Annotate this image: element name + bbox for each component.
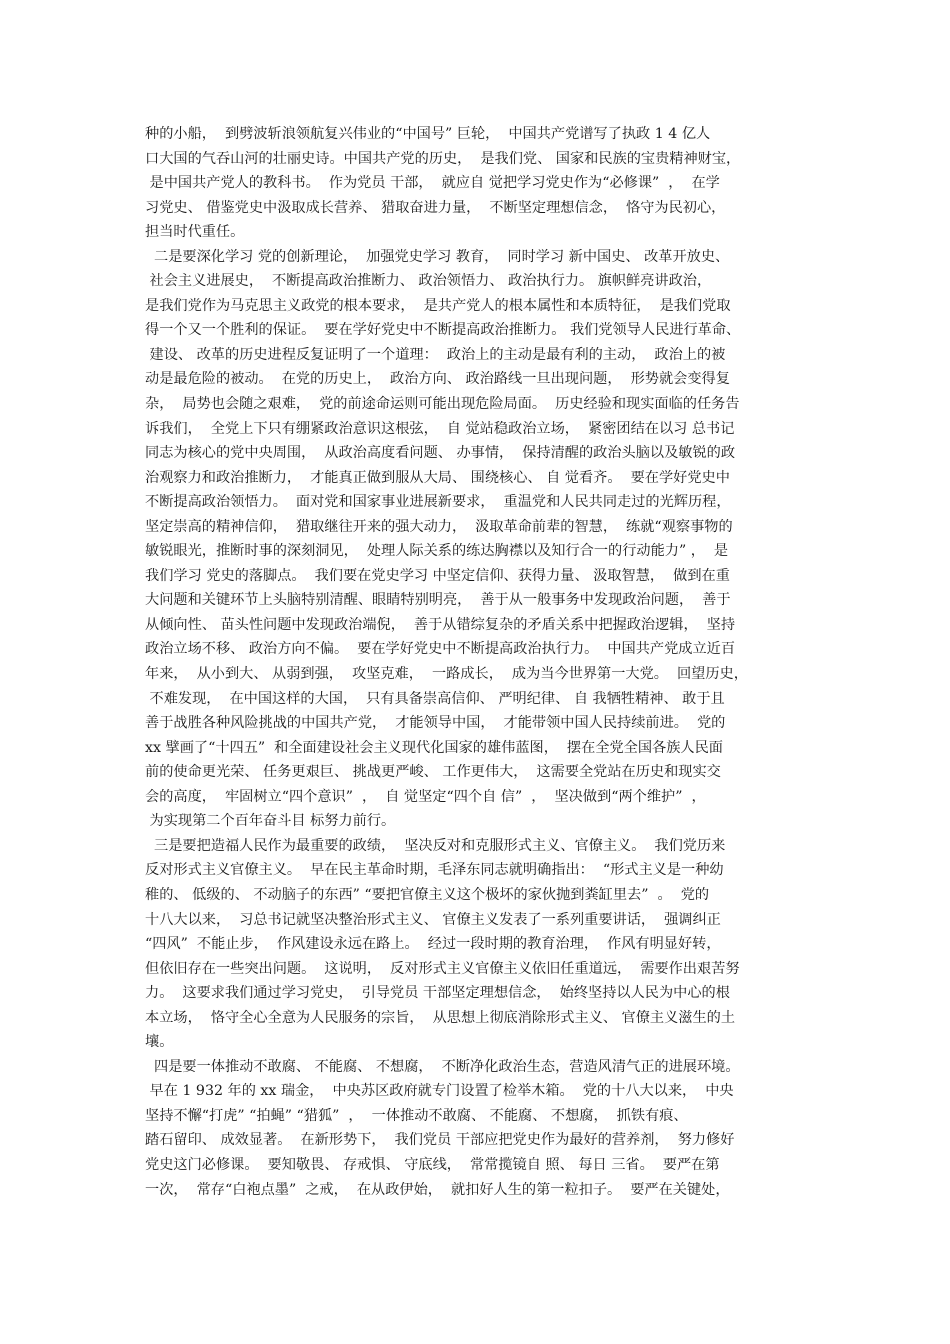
- text-line: 口大国的气吞山河的壮丽史诗。中国共产党的历史， 是我们党、 国家和民族的宝贵精神财宝，: [145, 150, 741, 167]
- text-line: 杂， 局势也会随之艰难， 党的前途命运则可能出现危险局面。 历史经验和现实面临的任务告: [145, 396, 740, 413]
- text-line: 年来， 从小到大、 从弱到强， 攻坚克难， 一路成长， 成为当今世界第一大党。 回望历史，: [145, 666, 748, 683]
- text-line: 前的使命更光荣、 任务更艰巨、 挑战更严峻、 工作更伟大， 这需要全党站在历史和现实交: [145, 764, 721, 781]
- text-line: 为实现第二个百年奋斗目 标努力前行。: [145, 813, 396, 830]
- text-line: 种的小船， 到劈波斩浪领航复兴伟业的“中国号” 巨轮， 中国共产党谱写了执政 1 4 亿人: [145, 126, 711, 142]
- text-line: 坚定崇高的精神信仰， 猎取继往开来的强大动力， 汲取革命前辈的智慧， 练就“观察事物的: [145, 518, 733, 535]
- text-line: 会的高度， 牢固树立“四个意识” ， 自 觉坚定“四个自 信” ， 坚决做到“两个维护” ，: [145, 788, 706, 805]
- text-line: 坚持不懈“打虎” “拍蝇” “猎狐” ， 一体推动不敢腐、 不能腐、 不想腐， 抓铁有痕、: [145, 1107, 688, 1124]
- text-line: 反对形式主义官僚主义。 早在民主革命时期，毛泽东同志就明确指出： “形式主义是一种幼: [145, 862, 724, 879]
- text-line: 不断提高政治领悟力。 面对党和国家事业进展新要求， 重温党和人民共同走过的光辉历程，: [145, 494, 731, 511]
- text-line: 担当时代重任。: [145, 224, 245, 241]
- text-line: 从倾向性、 苗头性问题中发现政治端倪， 善于从错综复杂的矛盾关系中把握政治逻辑， 坚持: [145, 616, 736, 633]
- text-line: 但依旧存在一些突出问题。 这说明， 反对形式主义官僚主义依旧任重道远， 需要作出艰苦努: [145, 960, 740, 977]
- text-line: 敏锐眼光，推断时事的深刻洞见， 处理人际关系的练达胸襟以及知行合一的行动能力” ， 是: [145, 543, 729, 560]
- paragraph-start-line: 三是要把造福人民作为最重要的政绩， 坚决反对和克服形式主义、官僚主义。 我们党历来: [145, 837, 726, 854]
- text-line: 党史这门必修课。 要知敬畏、 存戒惧、 守底线， 常常揽镜自 照、 每日 三省。 要严在第: [145, 1156, 720, 1173]
- text-line: 治观察力和政治推断力， 才能真正做到服从大局、 围绕核心、 自 觉看齐。 要在学好党史中: [145, 469, 730, 486]
- text-line: 是中国共产党人的教科书。 作为党员 干部， 就应自 觉把学习党史作为“必修课” ， 在学: [145, 175, 720, 192]
- text-line: xx 擘画了“十四五” 和全面建设社会主义现代化国家的雄伟蓝图， 摆在全党全国各族人民面: [145, 739, 723, 756]
- paragraph-start-line: 四是要一体推动不敢腐、 不能腐、 不想腐， 不断净化政治生态，营造风清气正的进展环境。: [145, 1058, 740, 1075]
- text-line: “四风” 不能止步， 作风建设永远在路上。 经过一段时期的教育治理， 作风有明显好转，: [145, 936, 721, 953]
- text-line: 踏石留印、 成效显著。 在新形势下， 我们党员 干部应把党史作为最好的营养剂， 努力修好: [145, 1132, 735, 1149]
- paragraph-start-line: 二是要深化学习 党的创新理论， 加强党史学习 教育， 同时学习 新中国史、 改革开放史、: [145, 248, 730, 265]
- text-line: 一次， 常存“白袍点墨” 之戒， 在从政伊始， 就扣好人生的第一粒扣子。 要严在关键处，: [145, 1181, 730, 1198]
- text-line: 我们学习 党史的落脚点。 我们要在党史学习 中坚定信仰、获得力量、 汲取智慧， 做到在重: [145, 567, 730, 584]
- body-text: [145, 122, 821, 1202]
- text-line: 诉我们， 全党上下只有绷紧政治意识这根弦， 自 觉站稳政治立场， 紧密团结在以习 总书记: [145, 420, 735, 437]
- text-line: 善于战胜各种风险挑战的中国共产党， 才能领导中国， 才能带领中国人民持续前进。 党的: [145, 715, 726, 732]
- text-line: 十八大以来， 习总书记就坚决整治形式主义、 官僚主义发表了一系列重要讲话， 强调纠正: [145, 911, 721, 928]
- text-line: 动是最危险的被动。 在党的历史上， 政治方向、 政治路线一旦出现问题， 形势就会变得复: [145, 371, 730, 388]
- text-line: 是我们党作为马克思主义政党的根本要求， 是共产党人的根本属性和本质特征， 是我们党取: [145, 297, 731, 314]
- text-line: 建设、 改革的历史进程反复证明了一个道理： 政治上的主动是最有利的主动， 政治上的被: [145, 346, 726, 363]
- text-line: 力。 这要求我们通过学习党史， 引导党员 干部坚定理想信念， 始终坚持以人民为中心的根: [145, 985, 730, 1002]
- text-line: 社会主义进展史， 不断提高政治推断力、 政治领悟力、 政治执行力。 旗帜鲜亮讲政治，: [145, 273, 712, 290]
- text-line: 同志为核心的党中央周围， 从政治高度看问题、 办事情， 保持清醒的政治头脑以及敏锐的政: [145, 445, 736, 462]
- text-line: 壤。: [145, 1034, 174, 1051]
- text-line: 习党史、 借鉴党史中汲取成长营养、 猎取奋进力量， 不断坚定理想信念， 恪守为民初心，: [145, 199, 726, 216]
- text-line: 不难发现， 在中国这样的大国， 只有具备崇高信仰、 严明纪律、 自 我牺牲精神、 敢于且: [145, 690, 725, 707]
- text-line: 稚的、 低级的、 不动脑子的东西” “要把官僚主义这个极坏的家伙抛到粪缸里去” 。 党的: [145, 886, 710, 903]
- text-line: 得一个又一个胜利的保证。 要在学好党史中不断提高政治推断力。 我们党领导人民进行革命、: [145, 322, 741, 339]
- text-line: 本立场， 恪守全心全意为人民服务的宗旨， 从思想上彻底消除形式主义、 官僚主义滋生的土: [145, 1009, 736, 1026]
- text-line: 大问题和关键环节上头脑特别清醒、眼睛特别明亮， 善于从一般事务中发现政治问题， 善于: [145, 592, 731, 609]
- text-line: 早在 1 932 年的 xx 瑞金， 中央苏区政府就专门设置了检举木箱。 党的十八大以来， 中央: [145, 1083, 734, 1100]
- text-line: 政治立场不移、 政治方向不偏。 要在学好党史中不断提高政治执行力。 中国共产党成立近百: [145, 641, 736, 658]
